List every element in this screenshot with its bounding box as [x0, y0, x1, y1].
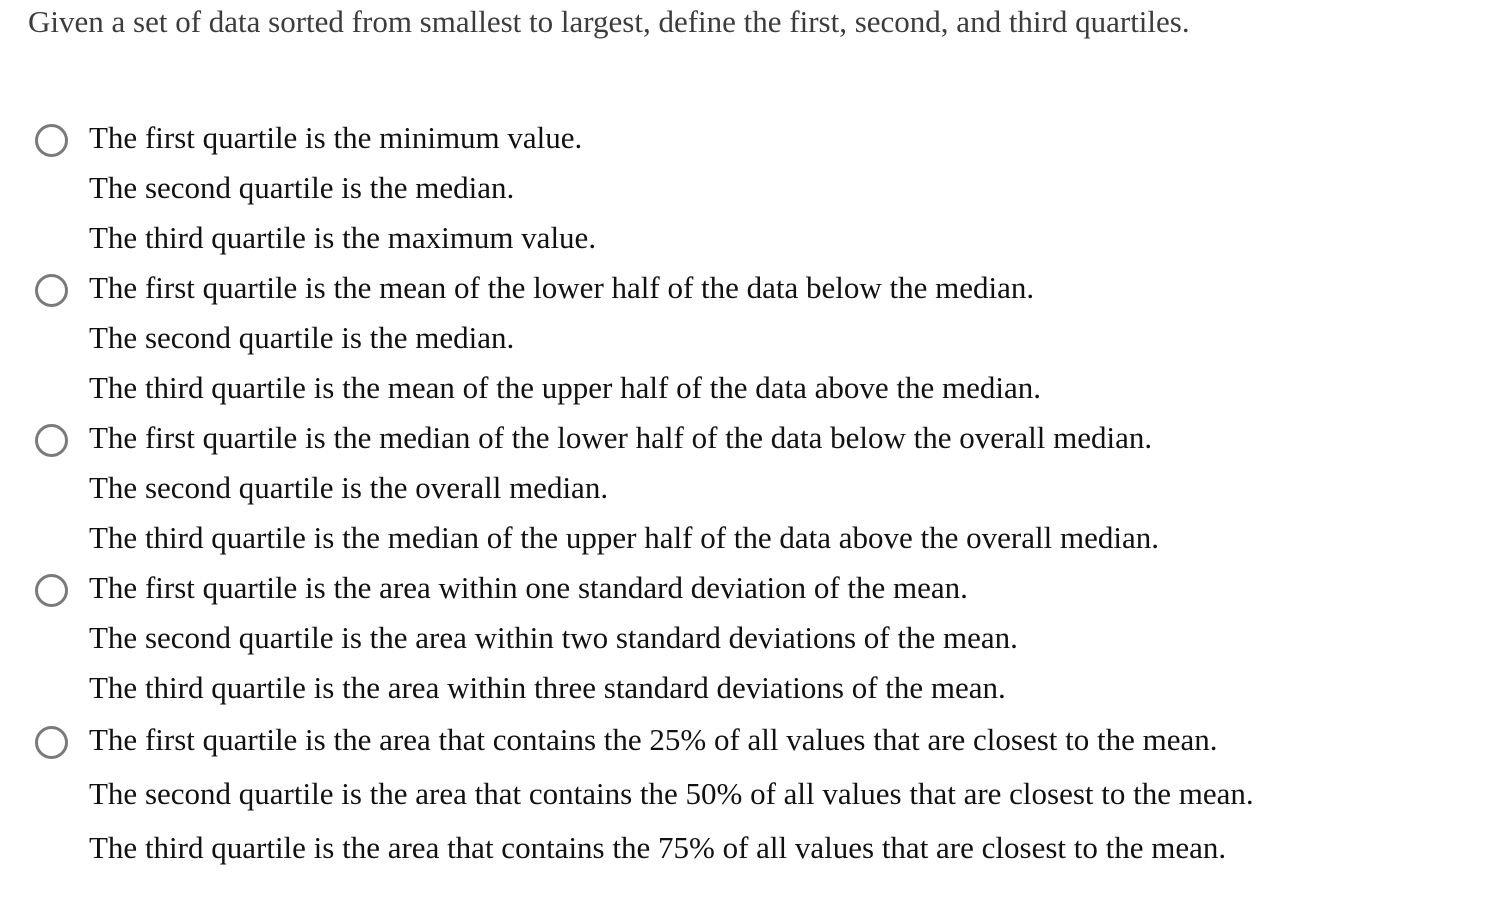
radio-button-a[interactable] — [35, 124, 68, 157]
option-d-line-3: The third quartile is the area within three standard deviations of the mean. — [89, 670, 1006, 705]
radio-button-e[interactable] — [35, 726, 68, 759]
option-d-line-2: The second quartile is the area within two standard deviations of the mean. — [89, 620, 1018, 655]
option-c-line-2: The second quartile is the overall median. — [89, 470, 609, 505]
option-a-line-1: The first quartile is the minimum value. — [89, 120, 583, 155]
option-a-line-3: The third quartile is the maximum value. — [89, 220, 597, 255]
radio-button-b[interactable] — [35, 274, 68, 307]
option-e-line-3: The third quartile is the area that contains the 75% of all values that are closest to the mean. — [89, 830, 1227, 865]
question-text: Given a set of data sorted from smallest to largest, define the first, second, and third quartiles. — [28, 4, 1190, 39]
option-b-line-2: The second quartile is the median. — [89, 320, 515, 355]
option-c-line-3: The third quartile is the median of the upper half of the data above the overall median. — [89, 520, 1159, 555]
option-b-line-1: The first quartile is the mean of the lower half of the data below the median. — [89, 270, 1035, 305]
option-a-line-2: The second quartile is the median. — [89, 170, 515, 205]
option-c-line-1: The first quartile is the median of the lower half of the data below the overall median. — [89, 420, 1153, 455]
option-b-line-3: The third quartile is the mean of the upper half of the data above the median. — [89, 370, 1042, 405]
option-e-line-2: The second quartile is the area that contains the 50% of all values that are closest to the mean. — [89, 776, 1254, 811]
radio-button-d[interactable] — [35, 574, 68, 607]
radio-button-c[interactable] — [35, 424, 68, 457]
option-e-line-1: The first quartile is the area that contains the 25% of all values that are closest to the mean. — [89, 722, 1218, 757]
option-d-line-1: The first quartile is the area within one standard deviation of the mean. — [89, 570, 968, 605]
